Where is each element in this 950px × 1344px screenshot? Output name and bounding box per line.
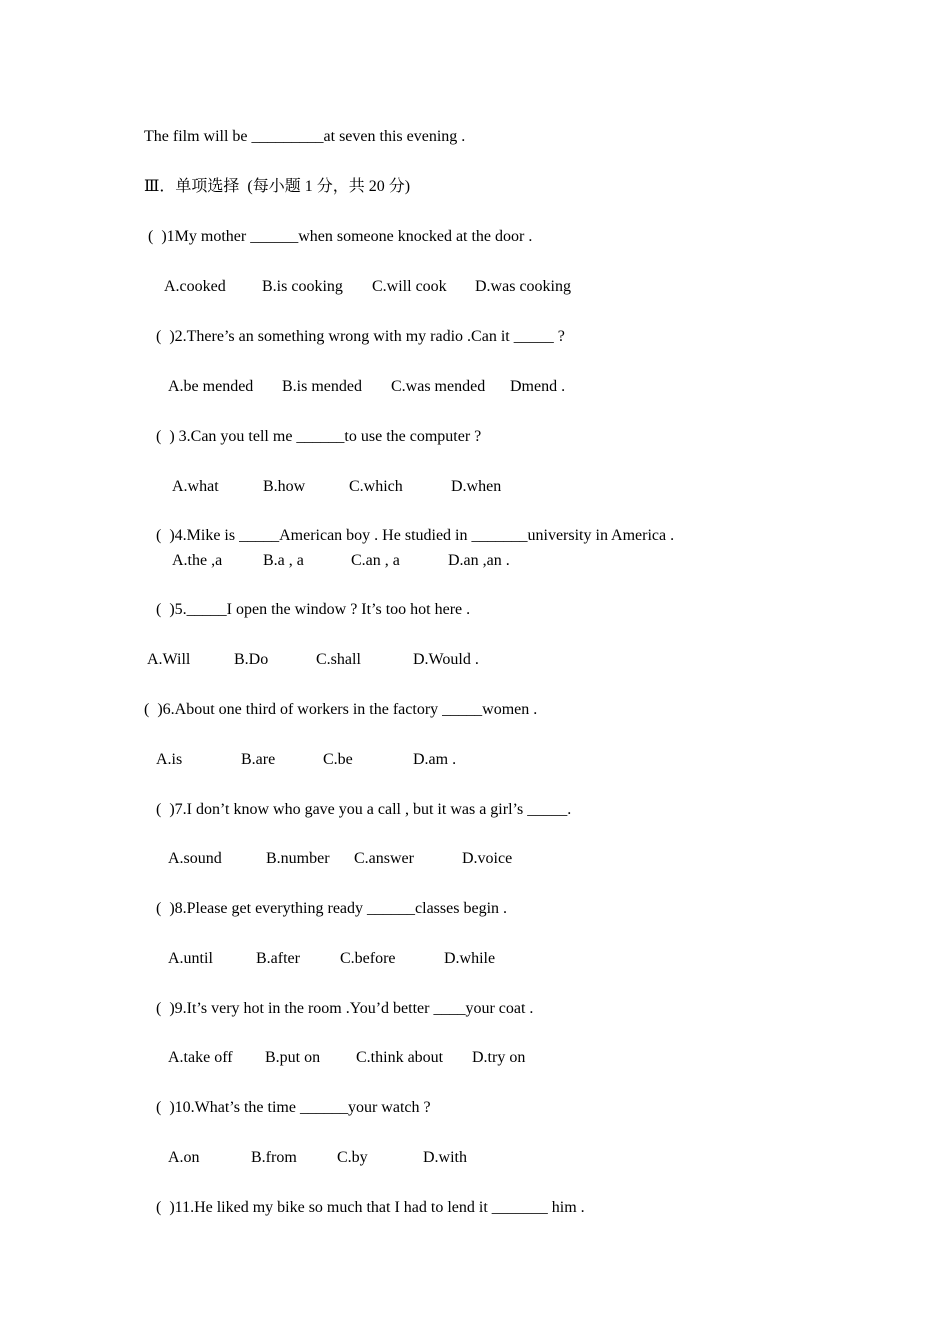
- option-a: A.on: [168, 1149, 200, 1166]
- option-a: A.the ,a: [172, 552, 223, 569]
- section-heading: Ⅲ．单项选择 (每小题 1 分，共 20 分): [144, 178, 411, 195]
- option-d: D.try on: [472, 1049, 526, 1066]
- option-a: A.is: [156, 751, 183, 768]
- question-stem: ( )9.It’s very hot in the room .You’d better ____your coat .: [156, 1000, 534, 1017]
- option-b: B.is mended: [282, 378, 362, 395]
- question-stem: ( )1My mother ______when someone knocked at the door .: [144, 228, 533, 245]
- option-d: D.while: [444, 950, 496, 967]
- option-c: C.an , a: [351, 552, 400, 569]
- option-c: C.before: [340, 950, 396, 967]
- question-stem: ( )5._____I open the window ? It’s too hot here .: [156, 601, 471, 618]
- option-c: C.which: [349, 478, 403, 495]
- option-b: B.are: [241, 751, 276, 768]
- option-a: A.cooked: [164, 278, 226, 295]
- question-stem: ( )8.Please get everything ready ______classes begin .: [156, 900, 508, 917]
- option-d: D.an ,an .: [448, 552, 510, 569]
- option-b: B.Do: [234, 651, 269, 668]
- option-a: A.take off: [168, 1049, 233, 1066]
- question-stem: ( )7.I don’t know who gave you a call , but it was a girl’s _____.: [156, 801, 572, 818]
- option-a: A.what: [172, 478, 219, 495]
- option-d: Dmend .: [510, 378, 566, 395]
- option-c: C.answer: [354, 850, 414, 867]
- option-b: B.is cooking: [262, 278, 343, 295]
- option-c: C.be: [323, 751, 353, 768]
- option-d: D.Would .: [413, 651, 479, 668]
- option-b: B.how: [263, 478, 306, 495]
- option-b: B.put on: [265, 1049, 321, 1066]
- option-c: C.think about: [356, 1049, 444, 1066]
- question-stem: ( )11.He liked my bike so much that I had to lend it _______ him .: [156, 1199, 585, 1216]
- option-c: C.will cook: [372, 278, 447, 295]
- option-a: A.be mended: [168, 378, 254, 395]
- question-stem: ( )10.What’s the time ______your watch ?: [156, 1099, 431, 1116]
- option-d: D.am .: [413, 751, 457, 768]
- question-stem: ( )6.About one third of workers in the factory _____women .: [144, 701, 538, 718]
- option-b: B.from: [251, 1149, 297, 1166]
- option-c: C.was mended: [391, 378, 486, 395]
- option-b: B.number: [266, 850, 330, 867]
- option-a: A.Will: [147, 651, 191, 668]
- intro-fill-blank-line: The film will be _________at seven this evening .: [144, 128, 466, 145]
- option-a: A.sound: [168, 850, 222, 867]
- option-b: B.after: [256, 950, 300, 967]
- question-stem: ( ) 3.Can you tell me ______to use the computer ?: [156, 428, 482, 445]
- option-d: D.was cooking: [475, 278, 571, 295]
- question-stem: ( )2.There’s an something wrong with my radio .Can it _____ ?: [156, 328, 565, 345]
- option-d: D.when: [451, 478, 502, 495]
- option-a: A.until: [168, 950, 213, 967]
- question-stem: ( )4.Mike is _____American boy . He studied in _______university in America .: [156, 527, 675, 544]
- option-d: D.voice: [462, 850, 513, 867]
- option-c: C.by: [337, 1149, 368, 1166]
- option-d: D.with: [423, 1149, 467, 1166]
- option-c: C.shall: [316, 651, 361, 668]
- option-b: B.a , a: [263, 552, 304, 569]
